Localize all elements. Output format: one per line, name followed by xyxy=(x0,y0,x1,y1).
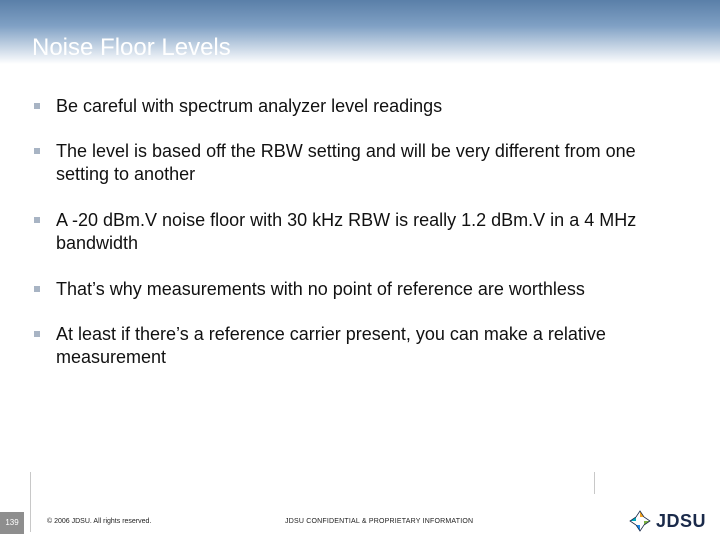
copyright-text: © 2006 JDSU. All rights reserved. xyxy=(47,518,152,525)
footer-divider xyxy=(594,472,595,494)
bullet-item xyxy=(32,323,692,369)
page-number: 139 xyxy=(0,512,24,534)
logo-text: JDSU xyxy=(656,510,707,531)
bullet-marker-icon xyxy=(34,331,40,337)
bullet-marker-icon xyxy=(34,148,40,154)
bullet-item xyxy=(32,278,692,301)
bullet-text: The level is based off the RBW setting and will be very different from one setting to another xyxy=(56,141,636,184)
footer-divider xyxy=(30,472,31,532)
bullet-text: That’s why measurements with no point of reference are worthless xyxy=(56,279,585,299)
jdsu-logo xyxy=(628,508,706,534)
bullet-text: Be careful with spectrum analyzer level readings xyxy=(56,96,443,116)
bullet-item xyxy=(32,95,692,118)
jdsu-logo-icon xyxy=(628,509,652,533)
bullet-text: A -20 dBm.V noise floor with 30 kHz RBW is really 1.2 dBm.V in a 4 MHz bandwidth xyxy=(56,210,637,253)
bullet-marker-icon xyxy=(34,217,40,223)
bullet-text: At least if there’s a reference carrier present, you can make a relative measurement xyxy=(56,324,606,367)
confidential-notice: JDSU CONFIDENTIAL & PROPRIETARY INFORMATION xyxy=(285,518,474,525)
bullet-list xyxy=(32,95,692,369)
bullet-marker-icon xyxy=(34,103,40,109)
bullet-marker-icon xyxy=(34,286,40,292)
slide-title: Noise Floor Levels xyxy=(32,34,231,61)
bullet-item xyxy=(32,140,692,186)
bullet-item xyxy=(32,209,692,255)
